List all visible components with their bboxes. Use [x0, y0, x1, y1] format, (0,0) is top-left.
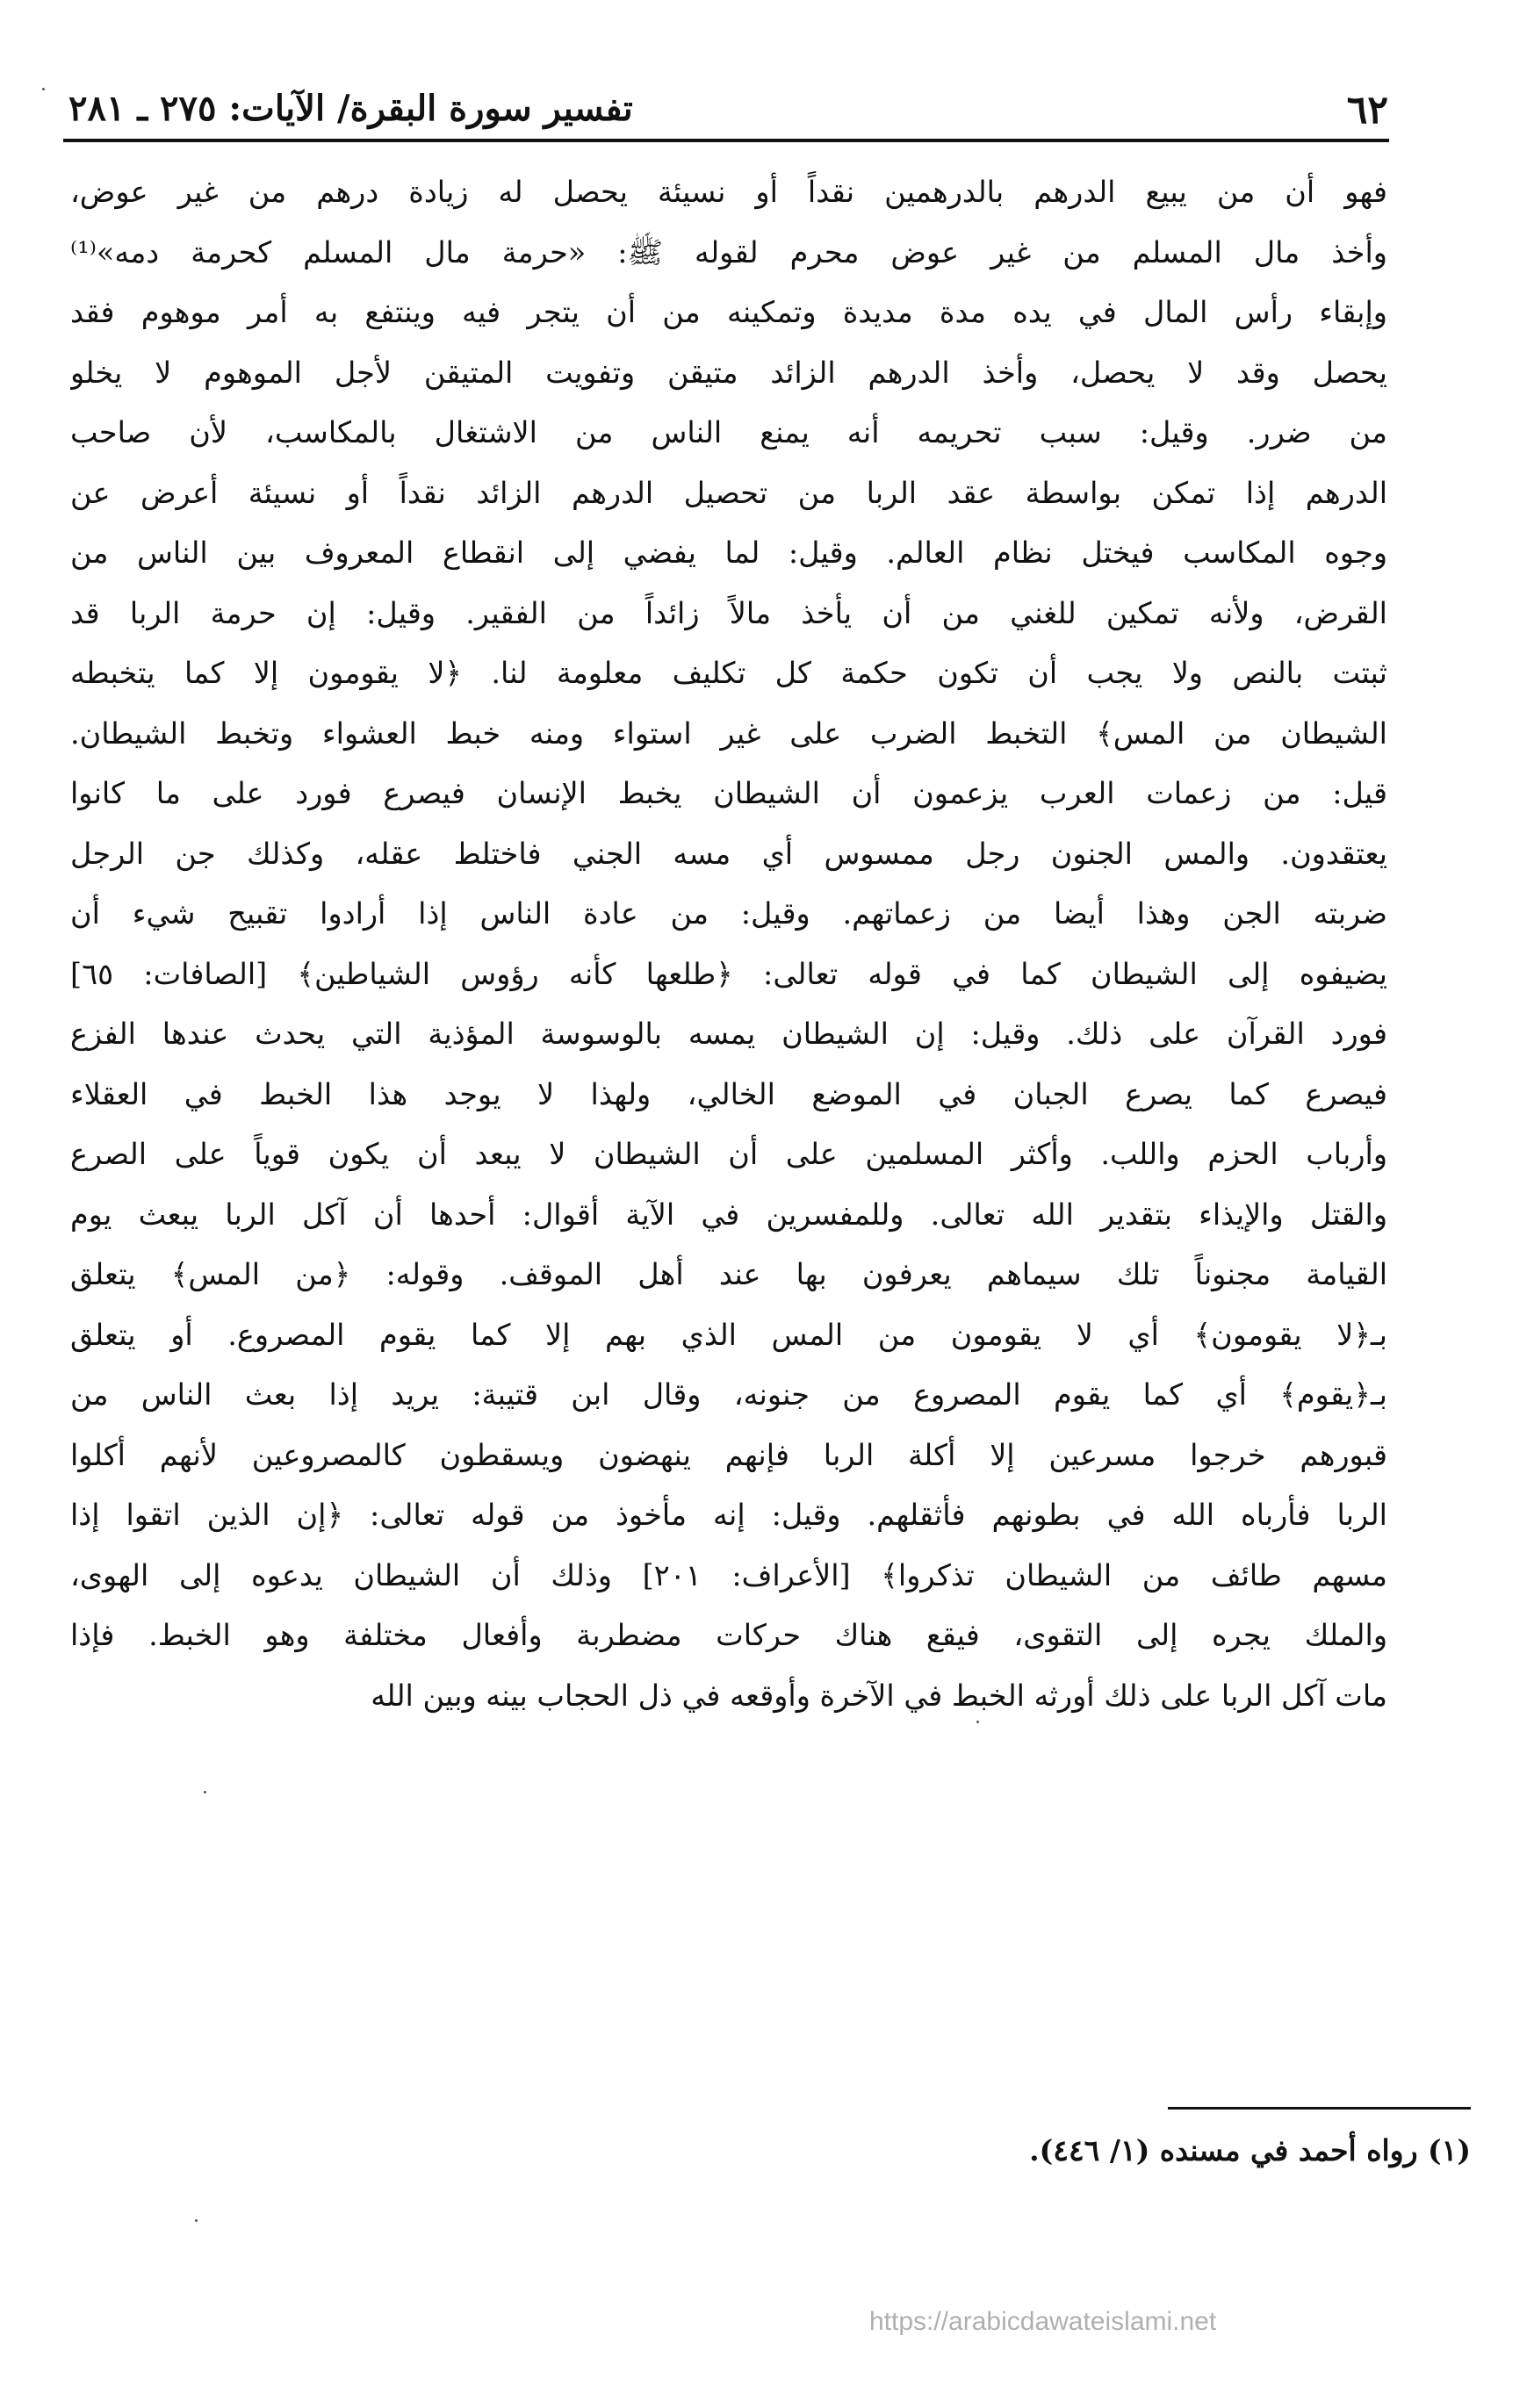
text-line: الربا فأرباه الله في بطونهم فأثقلهم. وقيل: إنه مأخوذ من قوله تعالى: ﴿إن الذين اتقوا إذا [70, 1498, 1387, 1532]
text-line: قبورهم خرجوا مسرعين إلا أكلة الربا فإنهم ينهضون ويسقطون كالمصروعين لأنهم أكلوا [70, 1437, 1387, 1472]
text-line: الدرهم إذا تمكن بواسطة عقد الربا من تحصيل الدرهم الزائد نقداً أو نسيئة أعرض عن [70, 475, 1387, 510]
text-line: ضربته الجن وهذا أيضا من زعماتهم. وقيل: من عادة الناس إذا أرادوا تقبيح شيء أن [70, 896, 1387, 931]
text-line: قيل: من زعمات العرب يزعمون أن الشيطان يخبط الإنسان فيصرع فورد على ما كانوا [70, 776, 1387, 810]
footnote-divider [1168, 2107, 1471, 2110]
text-line: فورد القرآن على ذلك. وقيل: إن الشيطان يمسه بالوسوسة المؤذية التي يحدث عندها الفزع [70, 1017, 1387, 1051]
text-line: فهو أن من يبيع الدرهم بالدرهمين نقداً أو نسيئة يحصل له زيادة درهم من غير عوض، [70, 175, 1387, 209]
text-line: يضيفوه إلى الشيطان كما في قوله تعالى: ﴿طلعها كأنه رؤوس الشياطين﴾ [الصافات: ٦٥] [70, 956, 1387, 991]
text-line: وأرباب الحزم واللب. وأكثر المسلمين على أن الشيطان لا يبعد أن يكون قوياً على الصرع [70, 1137, 1387, 1171]
text-line: بـ﴿يقوم﴾ أي كما يقوم المصروع من جنونه، وقال ابن قتيبة: يريد إذا بعث الناس من [70, 1377, 1387, 1412]
text-line: مسهم طائف من الشيطان تذكروا﴾ [الأعراف: ٢٠١] وذلك أن الشيطان يدعوه إلى الهوى، [70, 1557, 1387, 1592]
scan-speck [195, 2219, 198, 2222]
running-title: تفسير سورة البقرة/ الآيات: ٢٧٥ ـ ٢٨١ [68, 88, 633, 129]
text-line: ثبتت بالنص ولا يجب أن تكون حكمة كل تكليف معلومة لنا. ﴿لا يقومون إلا كما يتخبطه [70, 656, 1387, 690]
scan-speck [976, 1721, 979, 1723]
header-divider [63, 139, 1389, 142]
page-header [68, 88, 1388, 140]
text-line: وأخذ مال المسلم من غير عوض محرم لقوله ﷺ: «حرمة مال المسلم كحرمة دمه»⁽¹⁾ [70, 234, 1387, 270]
text-line: القرض، ولأنه تمكين للغني من أن يأخذ مالاً زائداً من الفقير. وقيل: إن حرمة الربا قد [70, 595, 1387, 630]
text-line: فيصرع كما يصرع الجبان في الموضع الخالي، ولهذا لا يوجد هذا الخبط في العقلاء [70, 1076, 1387, 1111]
scan-speck [42, 88, 45, 90]
scan-speck [204, 1791, 206, 1793]
watermark-url: https://arabicdawateislami.net [869, 2307, 1217, 2336]
text-line: وجوه المكاسب فيختل نظام العالم. وقيل: لما يفضي إلى انقطاع المعروف بين الناس من [70, 536, 1387, 570]
main-text [70, 162, 1387, 1726]
footnote: (١) رواه أحمد في مسنده (١/ ٤٤٦). [1029, 2133, 1471, 2167]
text-line: من ضرر. وقيل: سبب تحريمه أنه يمنع الناس من الاشتغال بالمكاسب، لأن صاحب [70, 415, 1387, 449]
text-line: القيامة مجنوناً تلك سيماهم يعرفون بها عند أهل الموقف. وقوله: ﴿من المس﴾ يتعلق [70, 1257, 1387, 1291]
text-line: بـ﴿لا يقومون﴾ أي لا يقومون من المس الذي بهم إلا كما يقوم المصروع. أو يتعلق [70, 1317, 1387, 1352]
text-line: والملك يجره إلى التقوى، فيقع هناك حركات مضطربة وأفعال مختلفة وهو الخبط. فإذا [70, 1618, 1387, 1652]
text-line: يحصل وقد لا يحصل، وأخذ الدرهم الزائد متيقن وتفويت المتيقن لأجل الموهوم لا يخلو [70, 355, 1387, 390]
page-number: ٦٢ [1346, 88, 1388, 133]
text-line: الشيطان من المس﴾ التخبط الضرب على غير استواء ومنه خبط العشواء وتخبط الشيطان. [70, 715, 1387, 751]
text-line: يعتقدون. والمس الجنون رجل ممسوس أي مسه الجني فاختلط عقله، وكذلك جن الرجل [70, 836, 1387, 871]
text-line: مات آكل الربا على ذلك أورثه الخبط في الآخرة وأوقعه في ذل الحجاب بينه وبين الله [371, 1678, 1387, 1713]
text-line: وإبقاء رأس المال في يده مدة مديدة وتمكينه من أن يتجر فيه وينتفع به أمر موهوم فقد [70, 295, 1387, 329]
text-line: والقتل والإيذاء بتقدير الله تعالى. وللمفسرين في الآية أقوال: أحدها أن آكل الربا يبعث يوم [70, 1197, 1387, 1232]
